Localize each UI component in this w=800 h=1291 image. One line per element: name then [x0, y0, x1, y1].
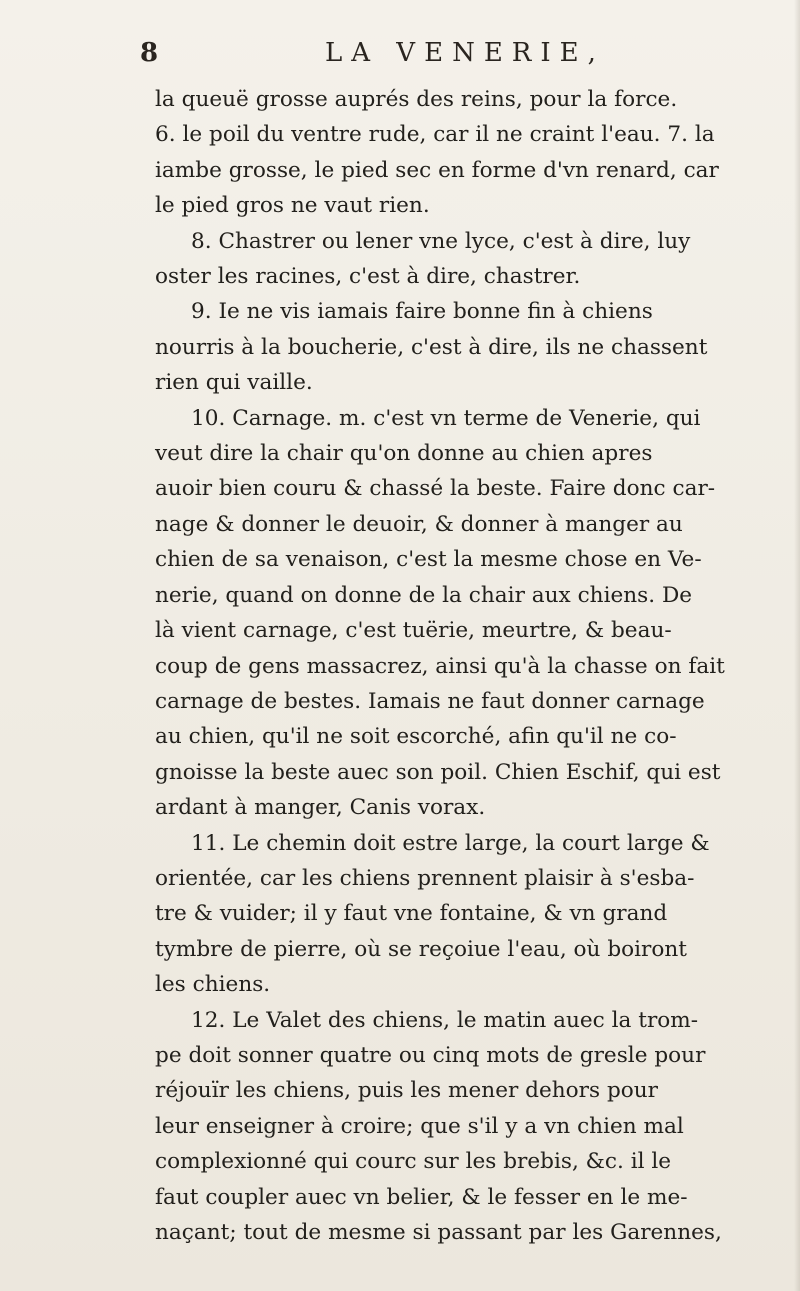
text-line: gnoisse la beste auec son poil. Chien Eschif, qui est — [155, 759, 721, 785]
text-line: au chien, qu'il ne soit escorché, afin qu'il ne co- — [155, 724, 677, 750]
page-gutter-shadow — [794, 0, 800, 1291]
text-line: 9. Ie ne vis iamais faire bonne fin à chiens — [191, 299, 653, 325]
text-line: les chiens. — [155, 972, 271, 998]
text-line: rien qui vaille. — [155, 370, 313, 396]
text-line: nourris à la boucherie, c'est à dire, ils ne chassent — [155, 334, 708, 360]
running-head: LA VENERIE, — [325, 38, 605, 68]
text-line: auoir bien couru & chassé la beste. Faire donc car- — [155, 476, 716, 502]
text-line: orientée, car les chiens prennent plaisir à s'esba- — [155, 865, 695, 891]
page-header — [140, 38, 660, 78]
text-line: réjouïr les chiens, puis les mener dehors pour — [155, 1078, 659, 1104]
text-line: oster les racines, c'est à dire, chastrer. — [155, 264, 581, 290]
text-line: complexionné qui courc sur les brebis, &c. il le — [155, 1149, 672, 1175]
text-line: 12. Le Valet des chiens, le matin auec la trom- — [191, 1007, 699, 1033]
text-line: pe doit sonner quatre ou cinq mots de gresle pour — [155, 1042, 706, 1068]
text-line: leur enseigner à croire; que s'il y a vn chien mal — [155, 1113, 684, 1139]
text-line: nerie, quand on donne de la chair aux chiens. De — [155, 582, 693, 608]
text-line: veut dire la chair qu'on donne au chien apres — [155, 441, 653, 467]
text-line: chien de sa venaison, c'est la mesme chose en Ve- — [155, 547, 702, 573]
page-number: 8 — [140, 38, 159, 68]
text-line: la queuë grosse auprés des reins, pour la force. — [155, 87, 678, 112]
text-line: iambe grosse, le pied sec en forme d'vn renard, car — [155, 157, 719, 183]
text-line: nage & donner le deuoir, & donner à manger au — [155, 511, 683, 537]
text-line: naçant; tout de mesme si passant par les Garennes, — [155, 1220, 722, 1245]
text-line: tymbre de pierre, où se reçoiue l'eau, où boiront — [155, 936, 687, 962]
text-line: là vient carnage, c'est tuërie, meurtre, & beau- — [155, 618, 672, 644]
text-line: tre & vuider; il y faut vne fontaine, & vn grand — [155, 901, 668, 927]
text-line: 10. Carnage. m. c'est vn terme de Venerie, qui — [191, 405, 701, 431]
body-text — [155, 82, 725, 1250]
text-line: le pied gros ne vaut rien. — [155, 193, 430, 219]
text-line: coup de gens massacrez, ainsi qu'à la chasse on fait — [155, 653, 725, 679]
text-line: ardant à manger, Canis vorax. — [155, 795, 486, 821]
text-line: 11. Le chemin doit estre large, la court large & — [191, 830, 710, 856]
text-line: 8. Chastrer ou lener vne lyce, c'est à dire, luy — [191, 228, 691, 254]
text-line: faut coupler auec vn belier, & le fesser en le me- — [155, 1184, 688, 1210]
text-line: carnage de bestes. Iamais ne faut donner carnage — [155, 688, 705, 714]
text-line: 6. le poil du ventre rude, car il ne craint l'eau. 7. la — [155, 122, 715, 148]
